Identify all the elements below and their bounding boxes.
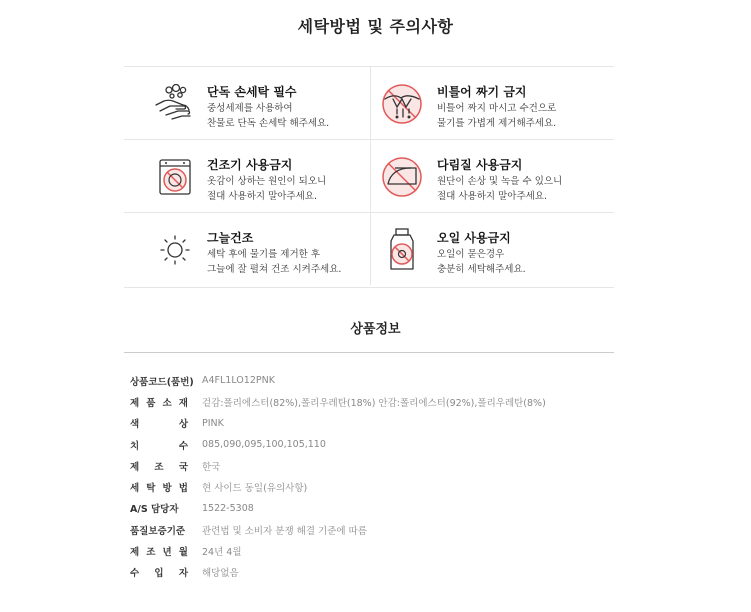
product-info-value: 관련법 및 소비자 분쟁 해결 기준에 따름 [202,525,367,537]
product-info-value: 085,090,095,100,105,110 [202,439,326,451]
product-info-title: 상품정보 [350,322,401,337]
no-dryer-icon [152,154,198,200]
product-info-row [130,370,610,391]
product-info-label: A/S 담당자 [130,504,179,516]
product-info-value: PINK [202,417,224,429]
product-info-row [130,413,610,434]
product-info-value: 1522-5308 [202,502,254,514]
care-item-desc: 오일이 묻은경우 충분히 세탁해주세요. [437,249,526,275]
care-item-title: 다림질 사용금지 [437,158,523,172]
product-info-row [130,562,610,583]
no-iron-icon [379,154,425,200]
care-section-title: 세탁방법 및 주의사항 [297,17,454,36]
product-info-row [130,540,610,561]
care-item-title: 오일 사용금지 [437,231,511,245]
care-instructions-grid [124,66,614,288]
product-info-label: 제 품 소 재 [130,397,188,409]
product-info-label: 제 조 국 [130,461,188,473]
product-info-label: 상품코드(품번) [130,376,194,388]
care-item-no-oil [370,213,615,285]
product-info-label: 품질보증기준 [130,525,186,537]
product-info-value: 현 사이드 동일(유의사항) [202,483,308,495]
product-info-value: 겉감:폴리에스터(82%),폴리우레탄(18%) 안감:폴리에스터(92%),폴리우레탄(8%) [202,397,546,409]
no-oil-icon [379,227,425,273]
care-item-title: 건조기 사용금지 [207,158,293,172]
care-item-no-dryer [124,140,368,212]
product-info-label: 치 수 [130,440,188,452]
care-item-desc: 비틀어 짜지 마시고 수건으로 물기를 가볍게 제거해주세요. [437,103,557,129]
product-info-value: 24년 4월 [202,547,242,559]
product-info-value: A4FL1LO12PNK [202,375,275,387]
product-info-row [130,455,610,476]
shade-dry-icon [152,227,198,273]
product-info-row [130,391,610,412]
care-item-no-wring [370,67,615,139]
care-item-title: 단독 손세탁 필수 [207,85,297,99]
product-info-label: 색 상 [130,419,188,431]
care-item-desc: 원단이 손상 및 녹을 수 있으니 절대 사용하지 말아주세요. [437,176,563,202]
product-info-label: 제 조 년 월 [130,547,188,559]
care-item-no-iron [370,140,615,212]
product-info-value: 해당없음 [202,568,239,580]
product-info-row [130,476,610,497]
no-wring-icon [379,81,425,127]
product-info-label: 수 입 자 [130,568,188,580]
hand-wash-icon [152,81,198,127]
care-item-title: 비틀어 짜기 금지 [437,85,527,99]
care-item-desc: 세탁 후에 물기를 제거한 후 그늘에 잘 펼쳐 건조 시켜주세요. [207,249,342,275]
product-info-row [130,434,610,455]
product-info-row [130,498,610,519]
product-info-table [130,370,610,583]
care-item-desc: 중성세제를 사용하여 찬물로 단독 손세탁 해주세요. [207,103,330,129]
product-info-row [130,519,610,540]
divider [124,352,614,353]
product-info-value: 한국 [202,461,221,473]
product-info-label: 세 탁 방 법 [130,483,188,495]
care-item-hand-wash [124,67,368,139]
care-item-title: 그늘건조 [207,231,254,245]
care-item-shade-dry [124,213,368,285]
care-item-desc: 옷감이 상하는 원인이 되오니 절대 사용하지 말아주세요. [207,176,327,202]
